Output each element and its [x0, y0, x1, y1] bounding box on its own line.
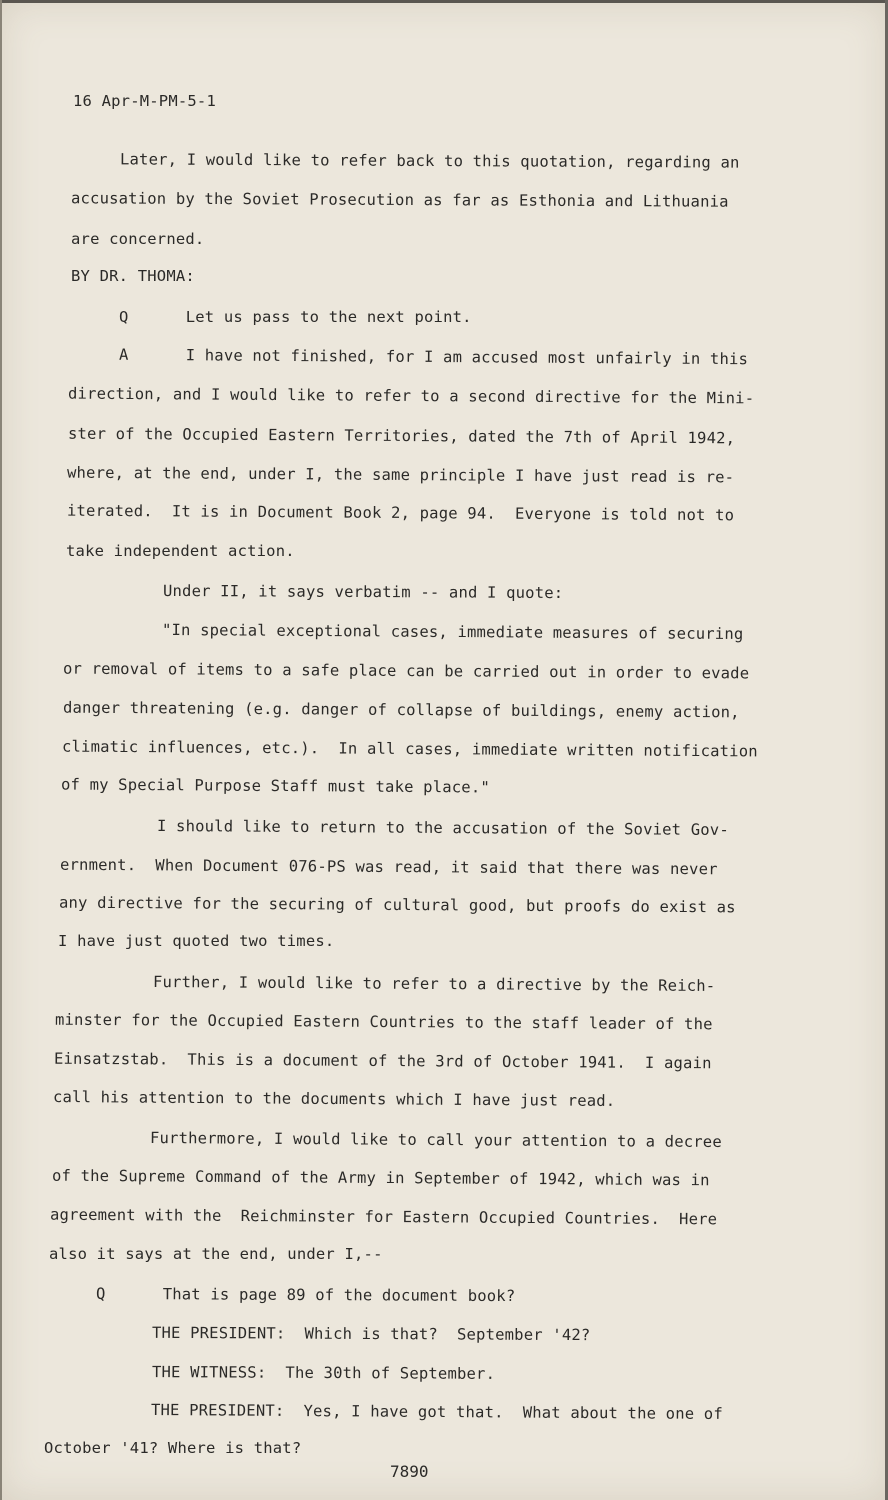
text-line: THE WITNESS: The 30th of September. — [151, 1363, 496, 1383]
text-line: danger threatening (e.g. danger of collapse of buildings, enemy action, — [62, 698, 740, 722]
text-line: ernment. When Document 076-PS was read, it said that there was never — [59, 855, 718, 879]
text-line: iterated. It is in Document Book 2, page 94. Everyone is told not to — [66, 501, 735, 525]
text-line: agreement with the Reichminster for Eastern Occupied Countries. Here — [49, 1205, 718, 1229]
text-line: Further, I would like to refer to a directive by the Reich- — [152, 973, 716, 995]
text-line: BY DR. THOMA: — [71, 267, 195, 285]
text-line: where, at the end, under I, the same principle I have just read is re- — [66, 463, 735, 487]
text-line: I have just quoted two times. — [58, 932, 335, 950]
page-number: 7890 — [390, 1462, 429, 1481]
scan-edge-left — [0, 0, 2, 1500]
text-line: Q That is page 89 of the document book? — [95, 1284, 516, 1306]
text-line: or removal of items to a safe place can be carried out in order to evade — [62, 659, 750, 683]
text-line: climatic influences, etc.). In all cases, immediate written notification — [61, 737, 758, 761]
text-line: Q Let us pass to the next point. — [119, 308, 472, 326]
text-line: THE PRESIDENT: Which is that? September '42? — [151, 1323, 591, 1345]
text-line: of the Supreme Command of the Army in September of 1942, which was in — [51, 1166, 710, 1190]
text-line: take independent action. — [66, 542, 295, 560]
text-line: accusation by the Soviet Prosecution as far as Esthonia and Lithuania — [70, 189, 729, 211]
page-reference: 16 Apr-M-PM-5-1 — [73, 92, 216, 110]
text-line: minster for the Occupied Eastern Countries to the staff leader of the — [54, 1010, 713, 1034]
text-line: also it says at the end, under I,-- — [49, 1245, 383, 1263]
text-line: THE PRESIDENT: Yes, I have got that. What about the one of — [150, 1401, 723, 1423]
text-line: call his attention to the documents which I have just read. — [52, 1088, 616, 1110]
text-line: Einsatzstab. This is a document of the 3rd of October 1941. I again — [53, 1049, 712, 1073]
text-line: ster of the Occupied Eastern Territories, dated the 7th of April 1942, — [67, 424, 736, 448]
text-line: "In special exceptional cases, immediate measures of securing — [161, 620, 744, 644]
text-line: direction, and I would like to refer to a second directive for the Mini- — [67, 384, 755, 408]
text-line: October '41? Where is that? — [44, 1439, 302, 1457]
text-line: Under II, it says verbatim -- and I quote: — [162, 581, 564, 603]
text-line: Later, I would like to refer back to this quotation, regarding an — [119, 150, 740, 172]
text-line: any directive for the securing of cultural good, but proofs do exist as — [58, 893, 736, 917]
scan-edge-top — [0, 0, 888, 3]
text-line: I should like to return to the accusation of the Soviet Gov- — [156, 817, 729, 839]
text-line: Furthermore, I would like to call your attention to a decree — [149, 1129, 722, 1151]
text-line: of my Special Purpose Staff must take place." — [60, 775, 490, 797]
text-line: A I have not finished, for I am accused most unfairly in this — [118, 345, 749, 369]
text-line: are concerned. — [71, 230, 205, 248]
